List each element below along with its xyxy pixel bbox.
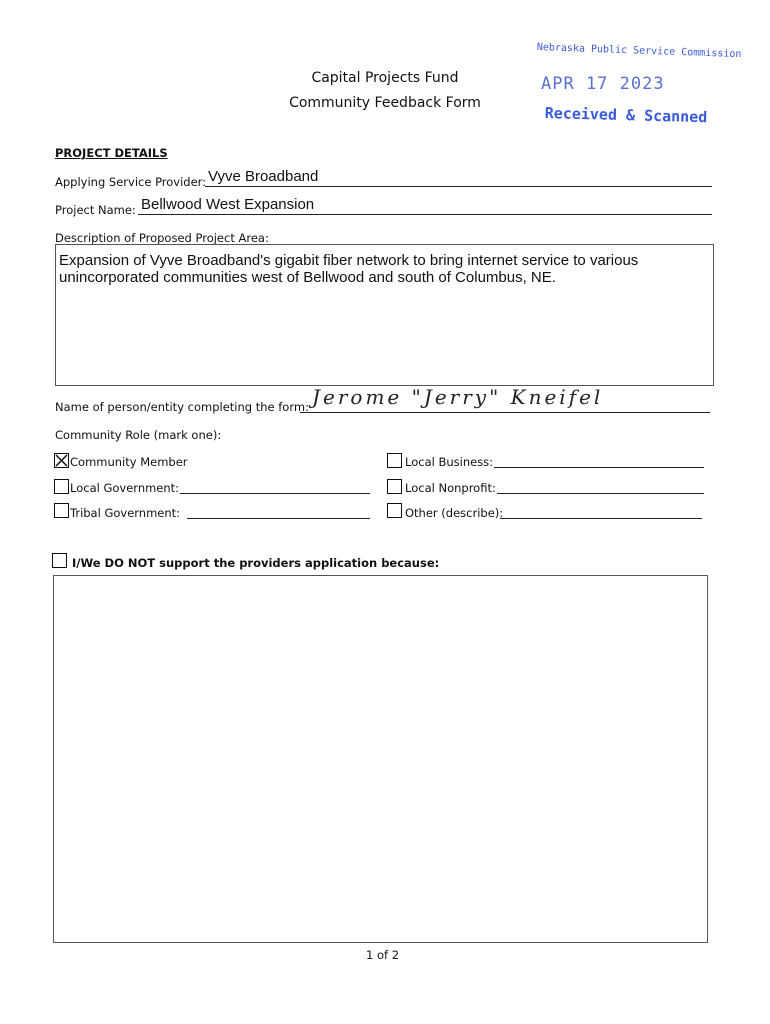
completer-signature[interactable]: Jerome "Jerry" Kneifel [312, 385, 604, 409]
provider-underline [205, 186, 712, 187]
local-business-line [494, 467, 704, 468]
completer-underline [300, 412, 710, 413]
role-checkbox-other[interactable] [387, 503, 402, 518]
project-name-label: Project Name: [55, 203, 136, 217]
section-heading: PROJECT DETAILS [55, 146, 168, 160]
other-describe-line [500, 518, 702, 519]
local-nonprofit-line [497, 493, 704, 494]
stamp-date: APR 17 2023 [541, 74, 665, 94]
completer-label: Name of person/entity completing the form: [55, 400, 309, 414]
description-text: Expansion of Vyve Broadband's gigabit fiber network to bring internet service to various unincorporated communities west of Bellwood and south of Columbus, NE. [59, 252, 639, 286]
role-label-local-government: Local Government: [70, 481, 180, 495]
page-number: 1 of 2 [366, 948, 400, 962]
role-checkbox-local-government[interactable] [54, 479, 69, 494]
opposition-label: I/We DO NOT support the providers application because: [72, 556, 440, 570]
role-checkbox-community-member[interactable] [54, 453, 69, 468]
stamp-agency: Nebraska Public Service Commission [536, 42, 742, 61]
opposition-checkbox[interactable] [52, 553, 67, 568]
form-title-line1: Capital Projects Fund [311, 70, 459, 86]
description-label: Description of Proposed Project Area: [55, 231, 269, 245]
tribal-government-line [187, 518, 370, 519]
stamp-status: Received & Scanned [544, 104, 708, 127]
project-name-field[interactable]: Bellwood West Expansion [141, 196, 315, 213]
role-checkbox-local-nonprofit[interactable] [387, 479, 402, 494]
role-heading: Community Role (mark one): [55, 428, 222, 442]
description-box[interactable] [55, 244, 714, 386]
role-label-local-business: Local Business: [405, 455, 494, 469]
role-label-tribal-government: Tribal Government: [70, 506, 181, 520]
role-label-other: Other (describe): [405, 506, 504, 520]
role-label-local-nonprofit: Local Nonprofit: [405, 481, 496, 495]
opposition-text-box[interactable] [53, 575, 708, 943]
checked-x-icon [55, 454, 68, 467]
role-checkbox-local-business[interactable] [387, 453, 402, 468]
project-name-underline [138, 214, 712, 215]
provider-label: Applying Service Provider: [55, 175, 207, 189]
role-checkbox-tribal-government[interactable] [54, 503, 69, 518]
form-title-line2: Community Feedback Form [289, 95, 481, 111]
local-government-line [180, 493, 370, 494]
provider-field[interactable]: Vyve Broadband [208, 168, 319, 185]
role-label-community-member: Community Member [70, 455, 188, 469]
